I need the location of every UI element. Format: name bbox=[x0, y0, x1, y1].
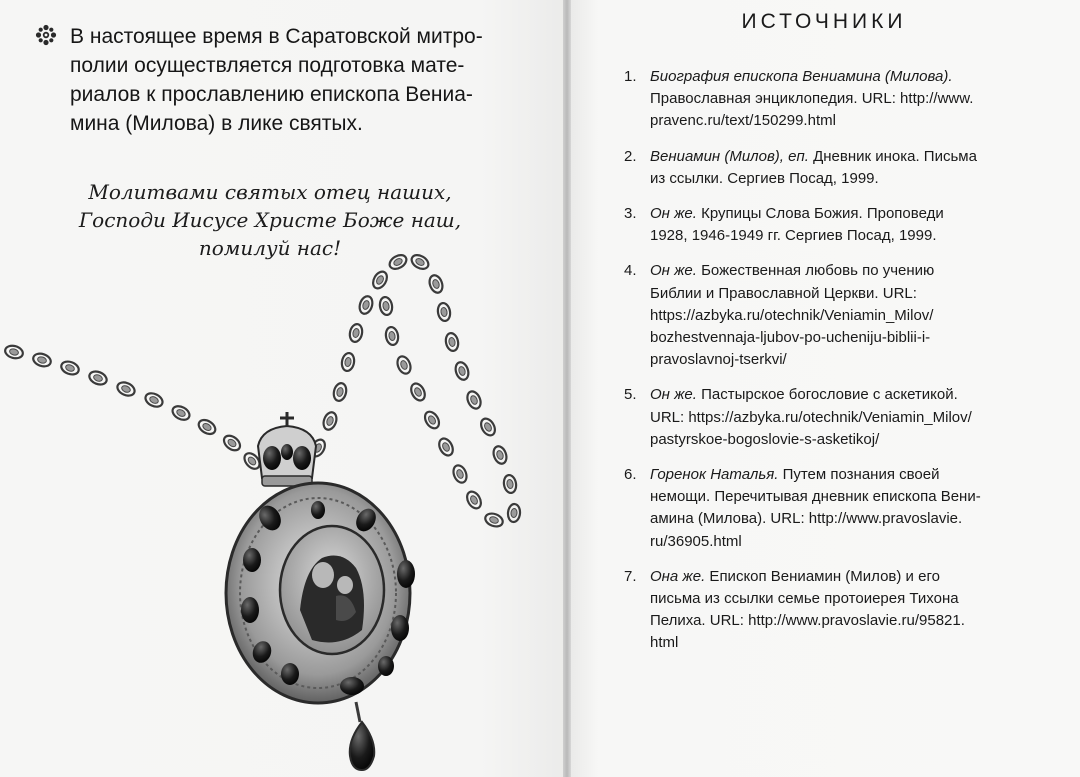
reference-text: Крупицы Слова Божия. Проповеди bbox=[696, 205, 944, 223]
reference-number: 4. bbox=[624, 262, 637, 280]
reference-line bbox=[650, 146, 1044, 168]
reference-item bbox=[624, 464, 1044, 553]
prayer-line: Господи Иисусе Христе Боже наш, bbox=[78, 208, 462, 232]
reference-item bbox=[624, 566, 1044, 655]
reference-text: Пелиха. URL: http://www.pravoslavie.ru/95821. bbox=[650, 612, 965, 630]
reference-number: 5. bbox=[624, 386, 637, 404]
intro-line: В настоящее время в Саратовской митро- bbox=[70, 25, 483, 48]
reference-item bbox=[624, 260, 1044, 371]
reference-text: html bbox=[650, 634, 679, 652]
sources-title: ИСТОЧНИКИ bbox=[741, 10, 907, 33]
flower-ornament-icon bbox=[34, 23, 58, 47]
reference-text: Православная энциклопедия. URL: http://www. bbox=[650, 90, 974, 108]
reference-text: Дневник инока. Письма bbox=[808, 147, 977, 165]
intro-line: мина (Милова) в лике святых. bbox=[70, 112, 363, 135]
reference-line bbox=[650, 464, 1044, 486]
reference-text: bozhestvennaja-ljubov-po-ucheniju-biblii-i- bbox=[650, 329, 931, 347]
reference-text: https://azbyka.ru/otechnik/Veniamin_Milov/ bbox=[650, 306, 934, 324]
reference-text: ru/36905.html bbox=[650, 532, 742, 550]
reference-line bbox=[650, 610, 1044, 632]
reference-line bbox=[650, 566, 1044, 588]
reference-number: 2. bbox=[624, 147, 637, 165]
intro-paragraph bbox=[34, 22, 504, 138]
reference-line bbox=[650, 632, 1044, 654]
reference-line bbox=[650, 327, 1044, 349]
reference-line bbox=[650, 588, 1044, 610]
reference-item bbox=[624, 146, 1044, 190]
reference-text: немощи. Перечитывая дневник епископа Вени- bbox=[650, 488, 981, 506]
drop-pendant bbox=[350, 702, 375, 770]
reference-italic: Он же. bbox=[650, 262, 697, 280]
reference-text: Пастырское богословие с аскетикой. bbox=[696, 386, 958, 404]
pendant-frame bbox=[226, 483, 415, 703]
reference-text: pastyrskoe-bogoslovie-s-asketikoj/ bbox=[650, 430, 880, 448]
reference-italic: Горенок Наталья. bbox=[650, 466, 779, 484]
reference-text: 1928, 1946-1949 гг. Сергиев Посад, 1999. bbox=[650, 227, 937, 245]
reference-line bbox=[650, 88, 1044, 110]
reference-line bbox=[650, 66, 1044, 88]
reference-line bbox=[650, 110, 1044, 132]
reference-line bbox=[650, 168, 1044, 190]
intro-line: риалов к прославлению епископа Вениа- bbox=[70, 83, 473, 106]
reference-line bbox=[650, 429, 1044, 451]
reference-text: письма из ссылки семье протоиерея Тихона bbox=[650, 590, 959, 608]
reference-item bbox=[624, 66, 1044, 133]
reference-number: 3. bbox=[624, 205, 637, 223]
reference-line bbox=[650, 203, 1044, 225]
reference-italic: Она же. bbox=[650, 567, 706, 585]
reference-line bbox=[650, 283, 1044, 305]
reference-line bbox=[650, 260, 1044, 282]
reference-italic: Он же. bbox=[650, 386, 697, 404]
prayer-line: помилуй нас! bbox=[198, 236, 342, 260]
reference-number: 1. bbox=[624, 68, 637, 85]
reference-text: Путем познания своей bbox=[778, 466, 940, 484]
prayer-line: Молитвами святых отец наших, bbox=[88, 180, 452, 204]
reference-line bbox=[650, 486, 1044, 508]
reference-line bbox=[650, 508, 1044, 530]
reference-number: 7. bbox=[624, 567, 637, 585]
reference-text: Божественная любовь по учению bbox=[696, 262, 935, 280]
reference-line bbox=[650, 305, 1044, 327]
reference-number: 6. bbox=[624, 466, 637, 484]
reference-line bbox=[650, 225, 1044, 247]
intro-line: полии осуществляется подготовка мате- bbox=[70, 54, 465, 77]
reference-line bbox=[650, 349, 1044, 371]
reference-line bbox=[650, 531, 1044, 553]
reference-text: URL: https://azbyka.ru/otechnik/Veniamin_Milov/ bbox=[650, 408, 972, 426]
panagia-pendant-icon bbox=[0, 240, 566, 777]
reference-text: амина (Милова). URL: http://www.pravoslavie. bbox=[650, 510, 963, 528]
references-list bbox=[624, 66, 1044, 668]
reference-item bbox=[624, 384, 1044, 451]
reference-text: pravenc.ru/text/150299.html bbox=[650, 112, 836, 130]
reference-text: Епископ Вениамин (Милов) и его bbox=[705, 567, 940, 585]
reference-line bbox=[650, 407, 1044, 429]
reference-text: Библии и Православной Церкви. URL: bbox=[650, 284, 917, 302]
reference-line bbox=[650, 384, 1044, 406]
reference-text: pravoslavnoj-tserkvi/ bbox=[650, 351, 787, 369]
reference-italic: Он же. bbox=[650, 205, 697, 223]
reference-italic: Вениамин (Милов), еп. bbox=[650, 147, 809, 165]
reference-text: из ссылки. Сергиев Посад, 1999. bbox=[650, 169, 879, 187]
chain-left bbox=[4, 344, 263, 472]
reference-italic: Биография епископа Вениамина (Милова). bbox=[650, 68, 953, 85]
reference-item bbox=[624, 203, 1044, 247]
crown bbox=[258, 412, 316, 486]
